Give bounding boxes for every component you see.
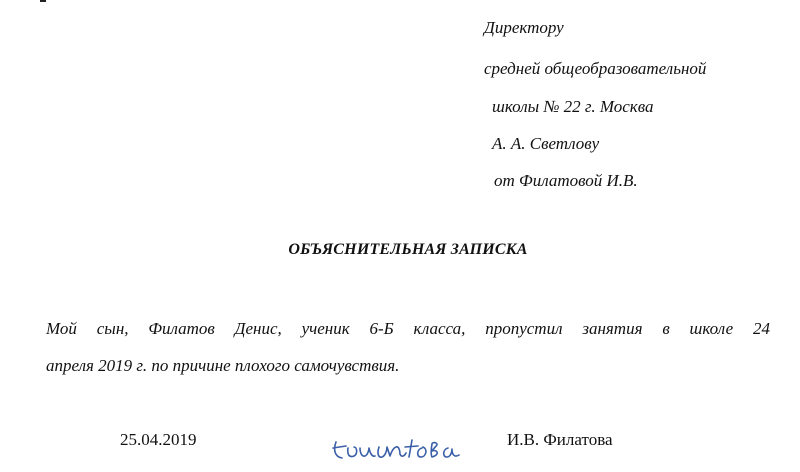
corner-mark bbox=[40, 0, 46, 2]
addressee-school-name: школы № 22 г. Москва bbox=[492, 97, 654, 116]
addressee-position: Директору bbox=[484, 18, 564, 37]
addressee-name: А. А. Светлову bbox=[492, 134, 600, 153]
handwritten-signature bbox=[330, 426, 466, 472]
signer-name: И.В. Филатова bbox=[507, 430, 613, 449]
body-line-2: апреля 2019 г. по причине плохого самочувствия. bbox=[46, 356, 400, 375]
body-line-1: Мой сын, Филатов Денис, ученик 6-Б класса, пропустил занятия в школе 24 bbox=[46, 319, 770, 338]
addressee-school-type: средней общеобразовательной bbox=[484, 59, 707, 78]
document-title: ОБЪЯСНИТЕЛЬНАЯ ЗАПИСКА bbox=[288, 241, 528, 258]
sender-line: от Филатовой И.В. bbox=[494, 171, 638, 190]
document-date: 25.04.2019 bbox=[120, 430, 197, 449]
